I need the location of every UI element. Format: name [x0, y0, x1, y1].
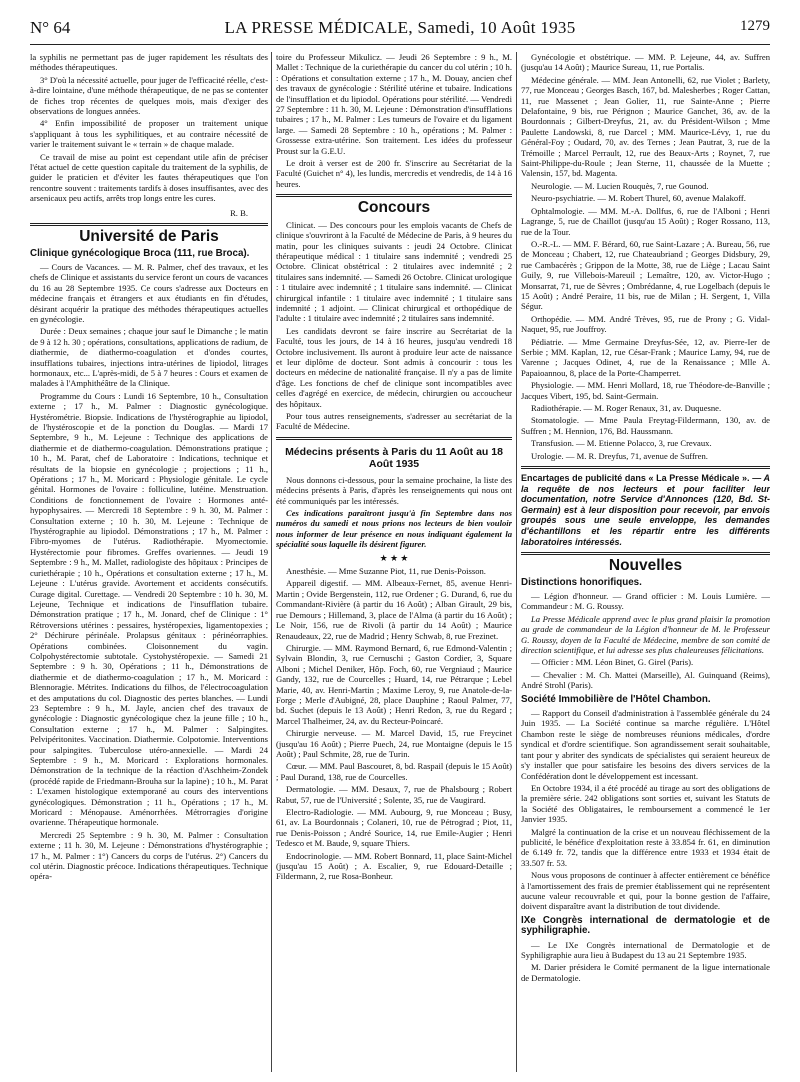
journal-title: LA PRESSE MÉDICALE, Samedi, 10 Août 1935 — [224, 18, 576, 37]
distinctions-paragraph: — Officier : MM. Léon Binet, G. Girel (Paris). — [531, 657, 694, 668]
section-rule — [521, 466, 770, 469]
article-paragraph: Le droit à verser est de 200 fr. S'inscrire au Secrétariat de la Faculté (Guichet n° 4), les lundis, mercredis et vendredis, de 14 à 16 heures. — [276, 158, 512, 189]
column-3 — [521, 52, 770, 1072]
encartages-notice — [521, 473, 770, 547]
medecins-entry: Neurologie. — M. Lucien Rouquès, 7, rue Gounod. — [531, 180, 709, 191]
societe-paragraph: Nous vous proposons de continuer à affecter entièrement ce bénéfice à l'amortissement des frais de premier établissement qui ne représentent aucune valeur recouvrable et qui, pour la bonne gestion de l'affaire, doivent disparaître avant la distribution de tout dividende. — [521, 870, 770, 912]
intro-paragraph: la syphilis ne permettant pas de juger rapidement les résultats des méthodes thérapeutiques. — [30, 52, 268, 73]
section-title-nouvelles: Nouvelles — [608, 557, 683, 575]
medecins-entry: Endocrinologie. — MM. Robert Bonnard, 11, place Saint-Michel (jusqu'au 15 Août) ; A. Escalier, 9, rue Edouard-Detaille ; Fildermann, 2, rue Rosa-Bonheur. — [276, 850, 512, 882]
column-2 — [276, 52, 512, 1072]
column-divider — [516, 52, 517, 1072]
section-rule — [276, 194, 512, 197]
medecins-entry: Anesthésie. — Mme Suzanne Piot, 11, rue Denis-Poisson. — [286, 566, 486, 577]
section-title-concours: Concours — [357, 199, 431, 217]
medecins-intro: Ces indications paraîtront jusqu'à fin Septembre dans nos numéros du samedi et nous prions nos lecteurs de bien vouloir nous informer de leur présence en nous indiquant également la spécialité sous laquelle ils désirent figurer. — [276, 508, 512, 550]
distinctions-title: Distinctions honorifiques. — [521, 576, 642, 588]
distinctions-paragraph: La Presse Médicale apprend avec le plus grand plaisir la promotion au grade de commandeur de la Légion d'honneur de M. le Professeur G. Roussy, doyen de la Faculté de Médecine, membre de son comité de direction scientifique, et lui adresse ses plus chaleureuses félicitations. — [521, 613, 770, 656]
article-paragraph: Durée : Deux semaines ; chaque jour sauf le Dimanche ; le matin de 9 à 12 h. 30 ; opérations, consultations, applications de radium, de diathermie, de diathermo-coagulation et d'ondes courtes, insufflations tubaires, injections intra-utérines de lipiodol, litrages hormonaux, etc... L'après-midi, de 5 à 7 heures : Cours et examen de malades à l'Amphithéâtre de la Clinique. — [30, 326, 268, 389]
section-rule — [521, 552, 770, 555]
issue-number: N° 64 — [30, 18, 71, 37]
medecins-entry: Médecine générale. — MM. Jean Antonelli, 62, rue Violet ; Barlety, 77, rue Monceau ; Georges Basch, 167, bd. Malesherbes ; Roger Cattan, 11, rue Massenet ; Jean Golier, 11, rue Sainte-Anne ; Pierre Delafontaine, 9 bis, rue Pérignon ; Maurice Ganchet, 36, av. de la Bourdonnais ; Gilbert-Dreyfus, 21, av. du Président-Wilson ; Mme Paulette Landowski, 8, rue Darcel ; MM. Maurice-Lévy, 1, rue du Général-Foy ; Oudard, 70, av. des Ternes ; Jean Pautrat, 3, rue de la Trémoille ; Marcel Perrault, 12, rue des Beaux-Arts ; Roynet, 7, rue Saint-Philippe-du-Roule ; Jean Sterne, 11, chaussée de la Muette ; Valensin, 157, bd. Magenta. — [521, 74, 770, 179]
medecins-intro: Nous donnons ci-dessous, pour la semaine prochaine, la liste des médecins présents à Paris, d'après les renseignements qui nous ont été communiqués par les intéressés. — [276, 474, 512, 506]
societe-paragraph: — Rapport du Conseil d'administration à l'assemblée générale du 24 Juin 1935. — La Société continue sa marche régulière. L'Hôtel Chambon reste le siège de nombreuses réunions médicales, d'ordre syndical et d'ordre scientifique. Son agrandissement serait souhaitable, tant pour y abriter des syndicats de spécialistes qui seraient heureux de s'y installer que pour satisfaire les besoins des divers services de la Confédération dont le développement est incessant. — [521, 708, 770, 781]
column-divider — [271, 52, 272, 1072]
distinctions-paragraph: — Légion d'honneur. — Grand officier : M. Louis Lumière. — Commandeur : M. G. Roussy. — [521, 591, 770, 612]
concours-paragraph: Les candidats devront se faire inscrire au Secrétariat de la Faculté, tous les jours, de 14 à 16 heures, jusqu'au vendredi 18 Octobre inclusivement. Ils auront à produire leur acte de naissance et leur diplôme de docteur. Sont admis à concourir : tous les docteurs en médecine de nationalité française. Il n'y a pas de limite d'âge. Les fonctions de chef de clinique sont incompatibles avec celles d'agrégé en exercice, de médecin, chirurgien ou accoucheur des hôpitaux. — [276, 325, 512, 409]
societe-paragraph: Malgré la continuation de la crise et un nouveau fléchissement de la publicité, le bénéfice d'exploitation reste à 33.854 fr. 61, en diminution de 6.149 fr. 72, tandis que la différence entre 1933 et 1934 était de 33.507 fr. 53. — [521, 826, 770, 868]
header-rule — [30, 44, 770, 45]
concours-paragraph: Pour tous autres renseignements, s'adresser au secrétariat de la Faculté de Médecine. — [276, 411, 512, 432]
section-rule — [30, 223, 268, 226]
medecins-entry: Electro-Radiologie. — MM. Aubourg, 9, rue Monceau ; Busy, 61, av. La Bourdonnais ; Colaneri, 10, rue de Pétrograd ; Piot, 11, rue Denis-Poisson ; André Sourice, 14, rue Emile-Augier ; Henri Tedesco et M. Baude, 9, square Thiers. — [276, 807, 512, 849]
societe-title: Société Immobilière de l'Hôtel Chambon. — [521, 693, 711, 705]
medecins-entry: Ophtalmologie. — MM. M.-A. Dollfus, 6, rue de l'Alboni ; Henri Lagrange, 5, rue de Chaillot (jusqu'au 15 Août) ; Roger Rossano, 113, rue de la Tour. — [521, 205, 770, 237]
intro-paragraph: 4° Enfin impossibilité de proposer un traitement unique s'appliquant à tous les syphilitiques, et au contraire nécessité de varier le traitement suivant le « terrain » de chaque malade. — [30, 118, 268, 150]
medecins-entry: Radiothérapie. — M. Roger Renaux, 31, av. Duquesne. — [531, 403, 722, 413]
concours-paragraph: Clinicat. — Des concours pour les emplois vacants de Chefs de clinique s'ouvriront à la Faculté de Médecine de Paris, à 9 heures du matin, pour les cliniques suivants : jeudi 24 Octobre. Clinicat thérapeutique médical : 1 titulaire sans indemnité ; vendredi 25 Octobre. Clinicat obstétrical : 2 titulaires avec indemnité ; 2 titulaires sans indemnité. — Samedi 26 Octobre. Clinicat urologique : 1 titulaire avec indemnité ; 1 titulaire sans indemnité. — Clinicat chirurgical infantile : 1 titulaire avec indemnité ; 1 titulaire sans indemnité ; 1 adjoint. — Clinicat chirurgical et orthopédique de l'adulte : 1 titulaire avec indemnité ; 2 titulaires sans indemnité. — [276, 219, 512, 324]
page-header — [30, 18, 770, 44]
medecins-entry: Transfusion. — M. Etienne Polacco, 3, rue Crevaux. — [531, 438, 712, 449]
medecins-entry: Pédiatrie. — Mme Germaine Dreyfus-Sée, 12, av. Pierre-Ier de Serbie ; MM. Kaplan, 12, rue César-Frank ; Maurice Lamy, 94, rue de Varenne ; Jacques Odinet, 4, rue de la Renaissance ; Mlle A. Papaioannou, 8, place de la Porte-Champerret. — [521, 336, 770, 378]
medecins-entry: Stomatologie. — Mme Paula Freytag-Fildermann, 130, av. de Suffren ; M. Hennion, 176, Bd. Haussmann. — [521, 415, 770, 436]
societe-paragraph: En Octobre 1934, il a été procédé au tirage au sort des obligations de la première série. 242 obligations sont sorties et, suivant les Statuts de la Société des Obligataires, le remboursement a commencé le 1er Janvier 1935. — [521, 782, 770, 825]
section-rule — [276, 437, 512, 440]
intro-paragraph: 3° D'où la nécessité actuelle, pour juger de l'efficacité réelle, c'est-à-dire lointaine, d'une méthode thérapeutique, de ne pas se contenter de fiches trop récentes de quelques mois, mais d'exiger des observations de longues années. — [30, 74, 268, 117]
intro-paragraph: Ce travail de mise au point est cependant utile afin de préciser l'état actuel de cette question capitale du traitement de la syphilis, de guider le praticien et d'éviter les fautes thérapeutiques que l'on rencontre souvent : traitements tardifs à doses insuffisantes, avec des arsenicaux peu actifs, arrêts trop longs entre les cures. — [30, 151, 268, 204]
page-number: 1279 — [740, 18, 770, 34]
medecins-entry: Physiologie. — MM. Henri Mollard, 18, rue Théodore-de-Banville ; Jacques Vibert, 195, bd. Saint-Germain. — [521, 380, 770, 401]
column-1 — [30, 52, 268, 1072]
medecins-entry: Dermatologie. — MM. Desaux, 7, rue de Phalsbourg ; Robert Rabut, 57, rue de l'Université ; Solente, 35, rue de Vaugirard. — [276, 784, 512, 805]
medecins-entry: Chirurgie. — MM. Raymond Bernard, 6, rue Edmond-Valentin ; Sylvain Blondin, 3, rue Cernuschi ; Gaston Cordier, 3, Square Alboni ; Michel Deniker, Hôp. Foch, 60, rue Vergniaud ; Maurice Gandy, 132, rue de Courcelles ; Huard, 14, rue Pétrarque ; Lebel Marie, 40, av. Henri-Martin ; Maxime Leroy, 9, rue Anatole-de-la-Forge ; Merle d'Aubigné, 28, place Dauphine ; Raoul Palmer, 77, bd. Suchet (depuis le 13 Août) ; Henri Redon, 3, rue du Regard ; Marcel Thalheimer, 24, av. du Recteur-Poincaré. — [276, 642, 512, 726]
encartages-title: Encartages de publicité dans « La Presse Médicale ». — [521, 473, 750, 484]
congres-title: IXe Congrès international de dermatologie et de syphiligraphie. — [521, 914, 770, 937]
encartages-text: — A la requête de nos lecteurs et pour faciliter leur documentation, notre Service d'Annonces (120, Bd. St-Germain) est à leur disposition pour recevoir, par envois groupés sous une seule enveloppe, les demandes d'échantillons et les répartir entre les différents laboratoires intéressés. — [521, 473, 770, 547]
medecins-title: Médecins présents à Paris du 11 Août au 18 Août 1935 — [285, 445, 503, 470]
medecins-entry: O.-R.-L. — MM. F. Bérard, 60, rue Saint-Lazare ; A. Bureau, 56, rue de Monceau ; Chabert, 12, rue Chateaubriand ; Georges Didsbury, 29, rue Cambacérès ; Grippon de la Motte, 38, rue de Liège ; Lacau Saint Guily, 9, rue Villebois-Mareuil ; Lemaître, 120, av. Victor-Hugo ; Monsarrat, 71, rue de Sèvres ; Ombrédanne, 4, rue Logelbach (depuis le 15 Août) ; André Peraire, 11 bis, rue de Milan ; H. Sergent, 1, Villa Ségur. — [521, 238, 770, 312]
stars-separator: ★ ★ ★ — [379, 552, 409, 563]
medecins-entry: Orthopédie. — MM. André Trèves, 95, rue de Prony ; G. Vidal-Naquet, 95, rue Jouffroy. — [521, 313, 770, 335]
article-paragraph: toire du Professeur Mikulicz. — Jeudi 26 Septembre : 9 h., M. Mallet : Technique de la curiethérapie du cancer du col utérin ; 10 h. : Opérations et consultation externe ; 17 h., M. Douay, ancien chef des travaux de gynécologie : Stérilité utérine et tubaire. Indications de l'insufflation et du lipiodol. Opérations pour stérilité. — Vendredi 27 Septembre : 11 h. 30, M. Lejeune : Démonstration d'insufflations tubaires ; 17 h., M. Palmer : Les tumeurs de l'ovaire et du ligament large. — Samedi 28 Septembre : 10 h., opérations ; M. Palmer : Grossesse extra-utérine. Son traitement. Les idées du professeur Proust sur la G.E.U. — [276, 52, 512, 156]
congres-paragraph: M. Darier présidera le Comité permanent de la ligue internationale de Dermatologie. — [521, 962, 770, 983]
medecins-entry: Cœur. — MM. Paul Bascouret, 8, bd. Raspail (depuis le 15 Août) ; Paul Durand, 138, rue de Courcelles. — [276, 761, 512, 782]
medecins-entry: Chirurgie nerveuse. — M. Marcel David, 15, rue Freycinet (jusqu'au 16 Août) ; Pierre Puech, 24, rue Montaigne (depuis le 15 Août) ; Paul Schmite, 28, rue de Turin. — [276, 728, 512, 759]
article-paragraph: Programme du Cours : Lundi 16 Septembre, 10 h., Consultation externe ; 17 h., M. Palmer : Diagnostic gynécologique. Hystérométrie. Biopsie. Indications de l'hystérographie au lipiodol, de l'hystéroscopie et de la ponction du Douglas. — Mardi 17 Septembre, 9 h., M. Lejeune : Technique des applications de diathermie et de diathermo-coagulation. Démonstrations pratique ; 10 h., M. Parat, chef de Laboratoire : Indications, technique et résultats de la biopsie en gynécologie ; projections ; 11 h., Opérations ; 17 h., M. Moricard : Physiologie génitale. Le cycle génital. Hormones de l'ovaire : folliculine, lutéine. Menstruation. Conditions de fonctionnement de l'ovaire : Hormones anté-hypophysaires. — Mercredi 18 Septembre : 9 h. 30, M. Palmer : Consultation externe ; 10 h. 30, M. Lejeune : Technique de l'hystérographie au lipiodol. Démonstrations ; 17 h., M. Palmer : Fibro-myomes de l'utérus. Radiothérapie. Myomectomie. Hystérectomie pour fibromes. Greffes ovariennes. — Jeudi 19 Septembre : 9 h., M. Mallet, radiologiste des hôpitaux : Principes de curiethérapie ; 10 h., Opérations et consultation externe ; 17 h., M. Lejeune : L'utérus gravide. Avortement et accidents consécutifs. Curage digital. Curettage. — Vendredi 20 Septembre : 10 h. 30, M. Lejeune, Technique et indications de l'insufflation tubaire. Démonstration pratique ; 17 h., M. Jonard, chef de Clinique : 1° Rétroversions utérines : pessaires, hystéropexies, ligamentopexies ; 2° Déchirure périnéale. Prolapsus génitaux : périnéorraphies. Opérations combinées. Cloisonnement du vagin. Colpohystérectomie subtotale. Cystohystéropexie. — Samedi 21 Septembre : 9 h. 30, Opérations ; 11 h., Démonstrations de diathermie et de diathermo-coagulation ; 17 h., M. Moricard : Blennoragie. Métrites. Indications du filhos, de l'électrocoagulation et des amputations du col. Diagnostic des pertes blanches. — Lundi 23 Septembre : 9 h., M. Jayle, ancien chef des travaux de gynécologie : Diagnostic gynécologique chez la jeune fille ; 10 h., Consultation externe ; 17 h., M. Palmer : Salpingites. Pelvipéritonites. Vaccination. Diathermie. Colpotomie. Interventions pour salpingites. Tuberculose utéro-annexielle. — Mardi 24 Septembre : 9 h., M. Moricard : Explorations hormonales. Démonstration de la technique de la réaction d'Aschheim-Zondek (procédé rapide de Friedmann-Brouha sur la lapine) ; 10 h., M. Parat : L'examen histologique extemporané au cours des interventions gynécologiques. Démonstration ; 11 h., Opérations ; 17 h., M. Moricard : Ménopause. Aménorrhées. Métrorragies d'origine ovarienne. Thérapeutique hormonale. — [30, 390, 268, 828]
distinctions-paragraph: — Chevalier : M. Ch. Mattei (Marseille), Al. Guinquand (Reims), André Strohl (Paris). — [521, 669, 770, 691]
article-paragraph: — Cours de Vacances. — M. R. Palmer, chef des travaux, et les chefs de Clinique et assistants du service feront un cours de vacances du 16 au 28 Septembre 1935. Ce cours s'adresse aux Docteurs en médecine français et étrangers et aux étudiants en fin d'études, désirant acquérir la pratique des méthodes thérapeutiques actuelles en gynécologie. — [30, 261, 268, 324]
section-title-universite: Université de Paris — [79, 228, 219, 246]
medecins-entry: Appareil digestif. — MM. Albeaux-Fernet, 85, avenue Henri-Martin ; Ovide Bergenstein, 112, rue Ordener ; G. Durand, 6, rue du Commandant-Rivière (à partir du 16 Août) ; Alban Girault, 29 bis, rue Demours ; Hillemand, 3, place de l'Alma (à partir du 16 Août) ; Le Noir, 156, rue de Rivoli (à partir du 14 Août) ; Maurice Renaudeaux, 22, rue de Madrid ; Henry Schwab, 8, rue Frezinet. — [276, 578, 512, 641]
medecins-entry: Gynécologie et obstétrique. — MM. P. Lejeune, 44, av. Suffren (jusqu'au 14 Août) ; Maurice Sureau, 11, rue Portalis. — [521, 52, 770, 73]
article-paragraph: Mercredi 25 Septembre : 9 h. 30, M. Palmer : Consultation externe ; 11 h. 30, M. Lejeune : Démonstrations d'hystérographie ; 17 h., M. Palmer : 1°) Cancers du corps de l'utérus. 2°) Cancers du col utérin. Diagnostic précoce. Indications thérapeutiques. Technique opéra- — [30, 829, 268, 882]
medecins-entry: Urologie. — M. R. Dreyfus, 71, avenue de Suffren. — [531, 450, 708, 461]
signature: R. B. — [230, 207, 248, 218]
medecins-entry: Neuro-psychiatrie. — M. Robert Thurel, 60, avenue Malakoff. — [531, 193, 746, 204]
clinic-title: Clinique gynécologique Broca (111, rue Broca). — [30, 247, 250, 259]
congres-paragraph: — Le IXe Congrès international de Dermatologie et de Syphiligraphie aura lieu à Budapest du 13 au 21 Septembre 1935. — [521, 939, 770, 960]
